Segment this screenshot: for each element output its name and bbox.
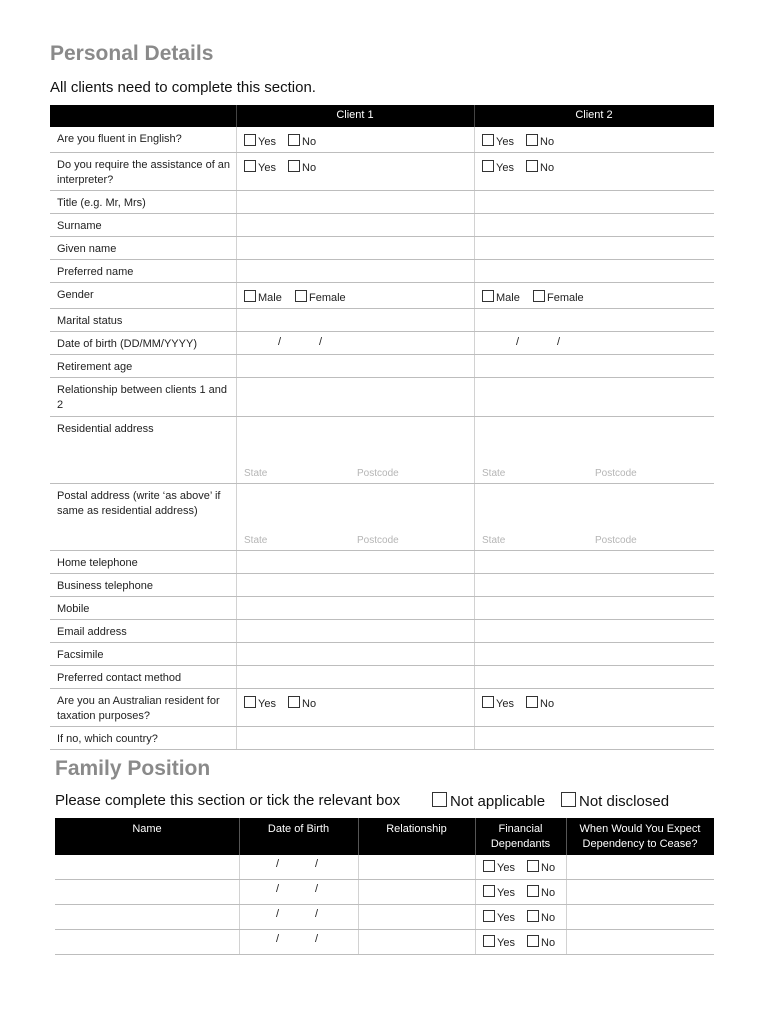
client-1-field[interactable]	[236, 597, 475, 619]
male-label: Male	[258, 292, 282, 304]
client-2-field[interactable]	[474, 355, 715, 377]
no-label: No	[541, 912, 556, 924]
family-relationship-input[interactable]	[358, 905, 475, 929]
client-2-field[interactable]	[474, 237, 715, 259]
client-1-field[interactable]	[236, 214, 475, 236]
personal-details-table	[50, 105, 714, 750]
financial-dependant-yes-option[interactable]	[483, 885, 515, 899]
yes-checkbox[interactable]	[483, 860, 495, 872]
dependency-cease-header: When Would You Expect Dependency to Cease?	[579, 823, 701, 850]
form-row-are-you-fluent-in-english	[50, 127, 714, 153]
client-1-field[interactable]	[236, 484, 475, 550]
no-label: No	[540, 698, 555, 710]
client-2-field[interactable]	[474, 643, 715, 665]
yes-label: Yes	[496, 162, 514, 174]
client-2-field[interactable]	[474, 727, 715, 749]
family-dob-input[interactable]	[239, 930, 358, 954]
family-table-header	[55, 818, 714, 855]
form-row-business-telephone	[50, 574, 714, 597]
female-label: Female	[309, 292, 346, 304]
field-label: Do you require the assistance of an interpreter?	[57, 159, 231, 186]
form-row-retirement-age	[50, 355, 714, 378]
client-2-field[interactable]	[474, 214, 715, 236]
no-checkbox[interactable]	[288, 134, 300, 146]
field-label: Are you an Australian resident for taxation purposes?	[57, 695, 220, 722]
client-2-field[interactable]	[474, 666, 715, 688]
female-option[interactable]	[295, 290, 346, 304]
client-2-field[interactable]	[474, 260, 715, 282]
form-row-gender	[50, 283, 714, 309]
client-1-field[interactable]	[236, 260, 475, 282]
field-label: Are you fluent in English?	[57, 133, 182, 145]
no-label: No	[541, 862, 556, 874]
yes-label: Yes	[496, 698, 514, 710]
field-label: Surname	[57, 220, 102, 232]
no-label: No	[541, 887, 556, 899]
client-2-field[interactable]	[474, 574, 715, 596]
postcode-hint: Postcode	[595, 535, 637, 546]
date-separator: /	[315, 883, 319, 895]
postcode-hint: Postcode	[357, 468, 399, 479]
field-label: Mobile	[57, 603, 90, 615]
form-row-preferred-name	[50, 260, 714, 283]
date-separator: /	[276, 858, 280, 870]
no-checkbox[interactable]	[526, 696, 538, 708]
date-of-birth-header: Date of Birth	[267, 823, 330, 835]
family-position-table	[55, 818, 714, 955]
field-label: Marital status	[57, 315, 123, 327]
field-label: Preferred contact method	[57, 672, 182, 684]
yes-label: Yes	[497, 862, 515, 874]
family-cease-input[interactable]	[566, 905, 714, 929]
client-1-field[interactable]	[236, 332, 475, 354]
family-dob-input[interactable]	[239, 880, 358, 904]
form-row-marital-status	[50, 309, 714, 332]
client-1-field[interactable]	[236, 574, 475, 596]
client-2-field[interactable]	[474, 484, 715, 550]
financial-dependant-yes-option[interactable]	[483, 935, 515, 949]
no-label: No	[541, 937, 556, 949]
family-relationship-input[interactable]	[358, 880, 475, 904]
female-option[interactable]	[533, 290, 584, 304]
family-dob-input[interactable]	[239, 855, 358, 879]
form-row-relationship-between-clients-1-and-2	[50, 378, 714, 417]
client-2-field[interactable]	[474, 127, 715, 152]
field-label: Relationship between clients 1 and 2	[57, 384, 228, 411]
form-row-title-e-g-mr-mrs	[50, 191, 714, 214]
yes-checkbox[interactable]	[482, 134, 494, 146]
form-row-if-no-which-country	[50, 727, 714, 750]
no-checkbox[interactable]	[526, 160, 538, 172]
field-label: Given name	[57, 243, 117, 255]
date-separator: /	[276, 883, 280, 895]
date-separator: /	[319, 336, 323, 348]
client-2-field[interactable]	[474, 417, 715, 483]
state-hint: State	[482, 535, 506, 546]
male-option[interactable]	[244, 290, 282, 304]
family-row	[55, 855, 714, 880]
state-hint: State	[244, 535, 268, 546]
yes-option[interactable]	[244, 160, 276, 174]
not-applicable-checkbox[interactable]	[432, 792, 447, 807]
family-row	[55, 905, 714, 930]
no-option[interactable]	[526, 696, 554, 710]
yes-checkbox[interactable]	[483, 910, 495, 922]
field-label: Email address	[57, 626, 127, 638]
field-label: Home telephone	[57, 557, 138, 569]
yes-checkbox[interactable]	[482, 160, 494, 172]
family-cease-input[interactable]	[566, 855, 714, 879]
personal-details-intro: All clients need to complete this section.	[50, 79, 316, 96]
not-applicable-option[interactable]	[432, 792, 545, 810]
client-1-field[interactable]	[236, 666, 475, 688]
financial-dependant-yes-option[interactable]	[483, 910, 515, 924]
form-row-given-name	[50, 237, 714, 260]
state-hint: State	[244, 468, 268, 479]
yes-checkbox[interactable]	[483, 935, 495, 947]
family-row	[55, 930, 714, 955]
client-2-field[interactable]	[474, 191, 715, 213]
no-label: No	[540, 162, 555, 174]
client-1-field[interactable]	[236, 237, 475, 259]
no-checkbox[interactable]	[527, 860, 539, 872]
form-row-home-telephone	[50, 551, 714, 574]
no-option[interactable]	[526, 134, 554, 148]
client-1-field[interactable]	[236, 127, 475, 152]
no-option[interactable]	[288, 696, 316, 710]
no-option[interactable]	[526, 160, 554, 174]
field-label: Gender	[57, 289, 94, 301]
not-disclosed-checkbox[interactable]	[561, 792, 576, 807]
date-separator: /	[276, 933, 280, 945]
field-label: Business telephone	[57, 580, 154, 592]
male-label: Male	[496, 292, 520, 304]
financial-dependants-header: Financial Dependants	[490, 823, 551, 850]
client-2-field[interactable]	[474, 332, 715, 354]
client-1-field[interactable]	[236, 153, 475, 190]
date-separator: /	[315, 858, 319, 870]
no-label: No	[302, 136, 317, 148]
name-header: Name	[132, 823, 162, 835]
client-1-field[interactable]	[236, 417, 475, 483]
family-position-title: Family Position	[55, 757, 211, 780]
client-2-field[interactable]	[474, 551, 715, 573]
yes-option[interactable]	[244, 696, 276, 710]
yes-checkbox[interactable]	[244, 696, 256, 708]
field-label: Facsimile	[57, 649, 104, 661]
relationship-header: Relationship	[386, 823, 447, 835]
client-1-field[interactable]	[236, 727, 475, 749]
form-row-preferred-contact-method	[50, 666, 714, 689]
postcode-hint: Postcode	[357, 535, 399, 546]
client-2-field[interactable]	[474, 283, 715, 308]
client-1-header: Client 1	[336, 109, 374, 121]
yes-label: Yes	[497, 887, 515, 899]
yes-checkbox[interactable]	[483, 885, 495, 897]
not-disclosed-option[interactable]	[561, 792, 669, 810]
financial-dependant-no-option[interactable]	[527, 935, 555, 949]
yes-label: Yes	[497, 937, 515, 949]
client-1-field[interactable]	[236, 620, 475, 642]
family-name-input[interactable]	[55, 880, 239, 904]
yes-option[interactable]	[244, 134, 276, 148]
form-row-are-you-an-australian-resident-for-taxat	[50, 689, 714, 727]
family-relationship-input[interactable]	[358, 930, 475, 954]
field-label: Date of birth (DD/MM/YYYY)	[57, 338, 197, 350]
yes-option[interactable]	[482, 134, 514, 148]
no-checkbox[interactable]	[527, 935, 539, 947]
client-1-field[interactable]	[236, 191, 475, 213]
financial-dependant-no-option[interactable]	[527, 885, 555, 899]
family-row	[55, 880, 714, 905]
field-label: If no, which country?	[57, 733, 158, 745]
family-name-input[interactable]	[55, 855, 239, 879]
client-2-field[interactable]	[474, 689, 715, 726]
form-row-mobile	[50, 597, 714, 620]
field-label: Retirement age	[57, 361, 133, 373]
client-2-field[interactable]	[474, 153, 715, 190]
form-row-email-address	[50, 620, 714, 643]
client-1-field[interactable]	[236, 378, 475, 416]
date-separator: /	[276, 908, 280, 920]
client-2-field[interactable]	[474, 597, 715, 619]
field-label: Title (e.g. Mr, Mrs)	[57, 197, 146, 209]
yes-option[interactable]	[482, 160, 514, 174]
field-label: Preferred name	[57, 266, 134, 278]
family-name-input[interactable]	[55, 905, 239, 929]
client-1-field[interactable]	[236, 551, 475, 573]
family-name-input[interactable]	[55, 930, 239, 954]
female-checkbox[interactable]	[295, 290, 307, 302]
family-position-intro: Please complete this section or tick the relevant box	[55, 792, 401, 809]
male-checkbox[interactable]	[244, 290, 256, 302]
no-checkbox[interactable]	[527, 885, 539, 897]
date-separator: /	[315, 933, 319, 945]
no-label: No	[540, 136, 555, 148]
client-1-field[interactable]	[236, 309, 475, 331]
no-option[interactable]	[288, 134, 316, 148]
female-checkbox[interactable]	[533, 290, 545, 302]
no-label: No	[302, 698, 317, 710]
not-applicable-label: Not applicable	[450, 793, 546, 810]
form-row-postal-address-write-as-above-if-same-as	[50, 484, 714, 551]
field-label: Postal address (write ‘as above’ if same as residential address)	[57, 490, 221, 517]
client-2-field[interactable]	[474, 378, 715, 416]
no-checkbox[interactable]	[527, 910, 539, 922]
form-row-do-you-require-the-assistance-of-an-inte	[50, 153, 714, 191]
date-separator: /	[557, 336, 561, 348]
female-label: Female	[547, 292, 584, 304]
client-2-field[interactable]	[474, 620, 715, 642]
field-label: Residential address	[57, 423, 154, 435]
yes-checkbox[interactable]	[244, 134, 256, 146]
yes-label: Yes	[497, 912, 515, 924]
no-checkbox[interactable]	[288, 160, 300, 172]
state-hint: State	[482, 468, 506, 479]
form-row-date-of-birth-dd-mm-yyyy	[50, 332, 714, 355]
yes-checkbox[interactable]	[244, 160, 256, 172]
date-separator: /	[315, 908, 319, 920]
client-2-field[interactable]	[474, 309, 715, 331]
yes-option[interactable]	[482, 696, 514, 710]
form-row-surname	[50, 214, 714, 237]
personal-table-header	[50, 105, 714, 127]
no-option[interactable]	[288, 160, 316, 174]
date-separator: /	[278, 336, 282, 348]
yes-label: Yes	[258, 698, 276, 710]
not-disclosed-label: Not disclosed	[579, 793, 670, 810]
client-1-field[interactable]	[236, 355, 475, 377]
no-checkbox[interactable]	[526, 134, 538, 146]
client-1-field[interactable]	[236, 689, 475, 726]
form-row-facsimile	[50, 643, 714, 666]
date-separator: /	[516, 336, 520, 348]
personal-details-title: Personal Details	[50, 42, 214, 65]
no-label: No	[302, 162, 317, 174]
client-2-header: Client 2	[575, 109, 613, 121]
yes-label: Yes	[258, 162, 276, 174]
financial-dependant-no-option[interactable]	[527, 910, 555, 924]
family-cease-input[interactable]	[566, 880, 714, 904]
postcode-hint: Postcode	[595, 468, 637, 479]
financial-dependant-no-option[interactable]	[527, 860, 555, 874]
family-dob-input[interactable]	[239, 905, 358, 929]
yes-label: Yes	[496, 136, 514, 148]
yes-label: Yes	[258, 136, 276, 148]
family-relationship-input[interactable]	[358, 855, 475, 879]
client-1-field[interactable]	[236, 643, 475, 665]
yes-checkbox[interactable]	[482, 696, 494, 708]
male-checkbox[interactable]	[482, 290, 494, 302]
male-option[interactable]	[482, 290, 520, 304]
financial-dependant-yes-option[interactable]	[483, 860, 515, 874]
form-row-residential-address	[50, 417, 714, 484]
no-checkbox[interactable]	[288, 696, 300, 708]
family-cease-input[interactable]	[566, 930, 714, 954]
client-1-field[interactable]	[236, 283, 475, 308]
